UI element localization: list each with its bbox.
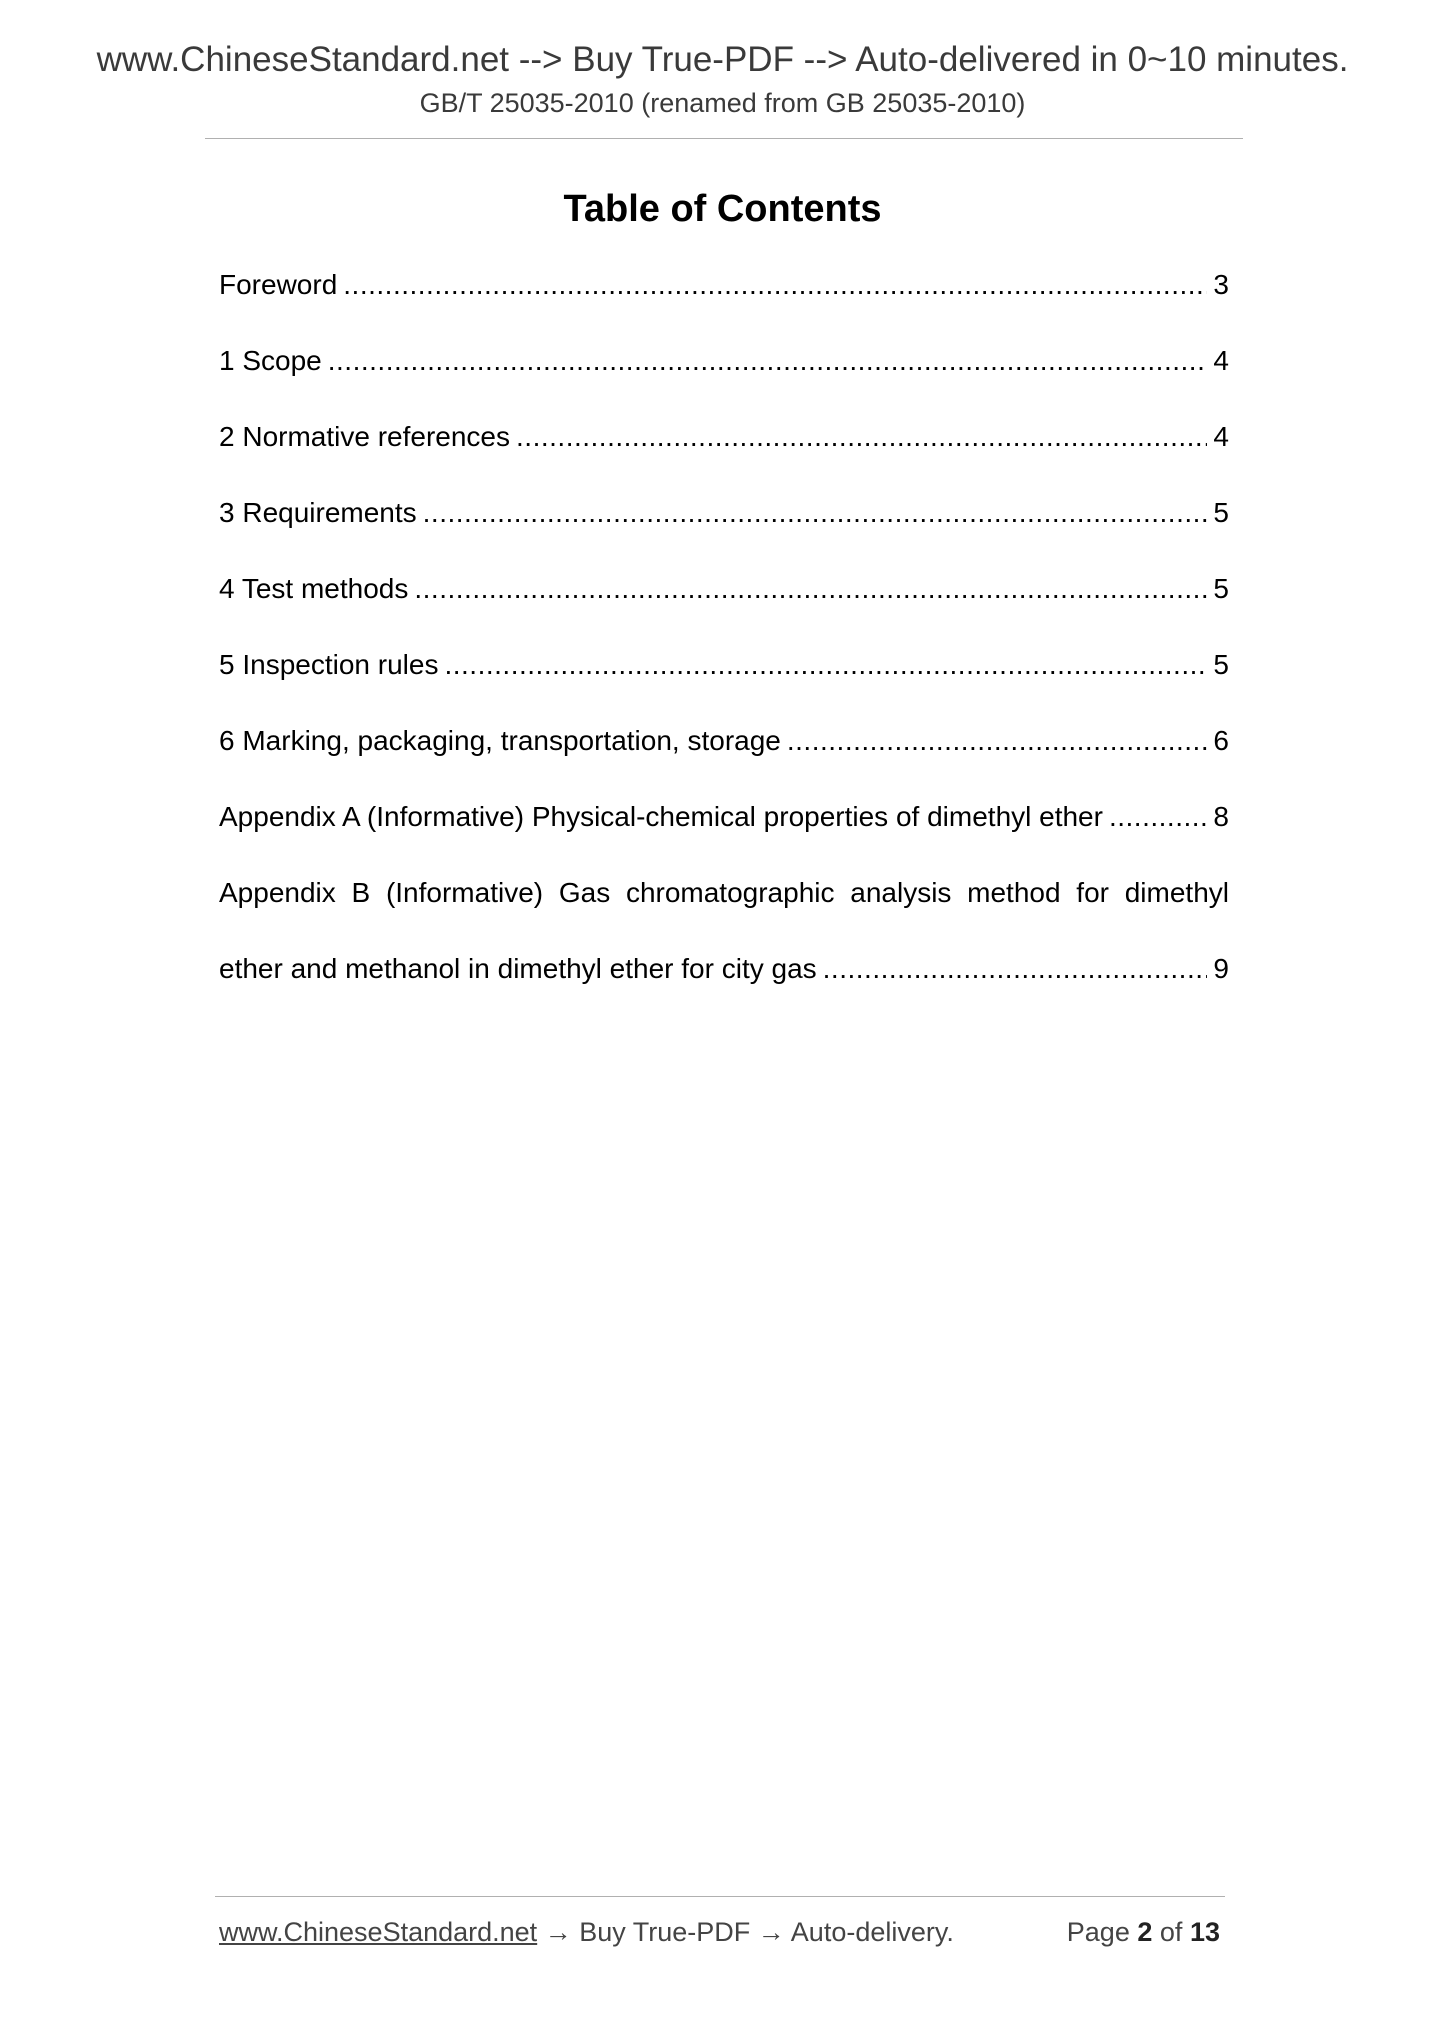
toc-entry-label-line1: Appendix B (Informative) Gas chromatographic analysis method for dimethyl bbox=[219, 877, 1229, 908]
page-label: Page bbox=[1066, 1917, 1130, 1947]
toc-entry-label-line2-row bbox=[219, 947, 1229, 1023]
total-pages: 13 bbox=[1189, 1917, 1220, 1947]
toc-entry-appendix-b[interactable] bbox=[219, 871, 1229, 1023]
dot-leader bbox=[1109, 795, 1207, 839]
dot-leader bbox=[423, 491, 1208, 535]
toc-entry-label: 1 Scope bbox=[219, 345, 322, 376]
dot-leader bbox=[823, 947, 1208, 991]
dot-leader bbox=[516, 415, 1207, 459]
toc-entry-requirements[interactable] bbox=[219, 491, 1229, 567]
toc-entry-label: 6 Marking, packaging, transportation, storage bbox=[219, 725, 781, 756]
dot-leader bbox=[414, 567, 1207, 611]
footer-buy-text: Buy True-PDF bbox=[579, 1917, 751, 1947]
header-banner: www.ChineseStandard.net --> Buy True-PDF --> Auto-delivered in 0~10 minutes. bbox=[96, 40, 1349, 79]
page-title: Table of Contents bbox=[563, 188, 882, 230]
table-of-contents bbox=[219, 263, 1229, 1023]
arrow-right-icon: → bbox=[757, 1917, 785, 1947]
toc-entry-label: 5 Inspection rules bbox=[219, 649, 439, 680]
toc-entry-label-line2: ether and methanol in dimethyl ether for city gas bbox=[219, 953, 817, 984]
toc-entry-label: Appendix A (Informative) Physical-chemical properties of dimethyl ether bbox=[219, 801, 1103, 832]
toc-entry-label: 3 Requirements bbox=[219, 497, 417, 528]
document-id: GB/T 25035-2010 (renamed from GB 25035-2010) bbox=[419, 88, 1026, 118]
footer-divider bbox=[215, 1896, 1225, 1897]
toc-entry-page: 5 bbox=[1213, 573, 1229, 604]
page-number: 2 bbox=[1137, 1917, 1153, 1947]
toc-entry-label: 4 Test methods bbox=[219, 573, 409, 604]
toc-entry-test-methods[interactable] bbox=[219, 567, 1229, 643]
of-label: of bbox=[1159, 1917, 1183, 1947]
toc-entry-page: 9 bbox=[1213, 953, 1229, 984]
header-divider bbox=[205, 138, 1243, 139]
toc-entry-normative-references[interactable] bbox=[219, 415, 1229, 491]
dot-leader bbox=[328, 339, 1208, 383]
dot-leader bbox=[787, 719, 1208, 763]
arrow-right-icon: → bbox=[544, 1917, 572, 1947]
toc-entry-page: 6 bbox=[1213, 725, 1229, 756]
dot-leader bbox=[343, 263, 1207, 307]
toc-entry-page: 5 bbox=[1213, 497, 1229, 528]
toc-entry-marking-packaging[interactable] bbox=[219, 719, 1229, 795]
toc-entry-page: 4 bbox=[1213, 421, 1229, 452]
footer-site-link[interactable]: www.ChineseStandard.net bbox=[219, 1917, 538, 1947]
toc-entry-scope[interactable] bbox=[219, 339, 1229, 415]
toc-entry-label: 2 Normative references bbox=[219, 421, 511, 452]
toc-entry-inspection-rules[interactable] bbox=[219, 643, 1229, 719]
page-footer bbox=[219, 1912, 1225, 1952]
toc-entry-foreword[interactable] bbox=[219, 263, 1229, 339]
toc-entry-page: 5 bbox=[1213, 649, 1229, 680]
toc-entry-page: 3 bbox=[1213, 269, 1229, 300]
toc-entry-page: 8 bbox=[1213, 801, 1229, 832]
page-indicator bbox=[1067, 1912, 1220, 1952]
toc-entry-appendix-a[interactable] bbox=[219, 795, 1229, 871]
toc-entry-label: Foreword bbox=[219, 269, 338, 300]
dot-leader bbox=[444, 643, 1207, 687]
footer-delivery-text: Auto-delivery. bbox=[790, 1917, 954, 1947]
toc-entry-page: 4 bbox=[1213, 345, 1229, 376]
